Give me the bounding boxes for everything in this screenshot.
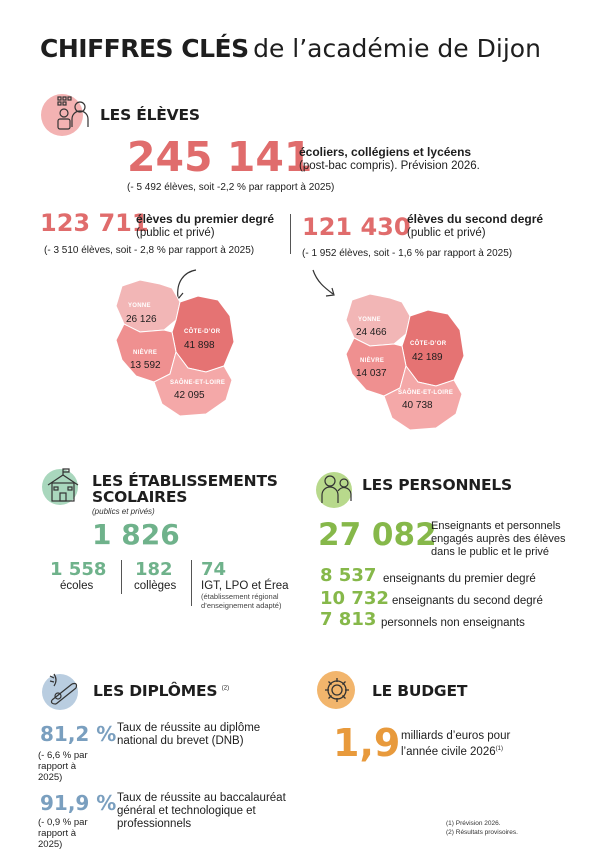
colleges-label: collèges xyxy=(134,580,177,592)
page-title-rest: de l’académie de Dijon xyxy=(253,34,541,63)
map2-saone-name: SAÔNE-ET-LOIRE xyxy=(398,390,454,396)
secondary-sub: (public et privé) xyxy=(407,227,486,239)
budget-note-ref: (1) xyxy=(495,746,503,752)
dnb-value: 81,2 % xyxy=(40,722,117,746)
staff-total-label: Enseignants et personnels engagés auprès des élèves dans le public et le privé xyxy=(431,520,566,558)
map2-nievre-value: 14 037 xyxy=(356,368,387,379)
secondary-total: 121 430 xyxy=(302,213,411,241)
staff-row-1-label: enseignants du premier degré xyxy=(383,573,536,585)
staff-row-2-label: enseignants du second degré xyxy=(392,595,543,607)
budget-label-wrap xyxy=(401,730,541,759)
map1-cote-name: CÔTE-D’OR xyxy=(184,329,221,335)
primary-sub: (public et privé) xyxy=(136,227,215,239)
map-secondary xyxy=(340,290,480,435)
dnb-change: (- 6,6 % par rapport à 2025) xyxy=(38,750,88,783)
map-primary xyxy=(110,276,250,421)
schools-heading-line2: SCOLAIRES xyxy=(92,488,188,506)
map2-yonne-value: 24 466 xyxy=(356,327,387,338)
staff-total: 27 082 xyxy=(318,517,437,553)
schools-total: 1 826 xyxy=(92,518,180,551)
schools-divider-1 xyxy=(121,560,122,594)
lycees-value: 74 xyxy=(201,559,227,580)
gear-icon xyxy=(314,668,360,712)
staff-row-3-value: 7 813 xyxy=(320,609,377,630)
map2-yonne-name: YONNE xyxy=(358,317,381,323)
lycees-label: IGT, LPO et Érea xyxy=(201,580,289,592)
colleges-value: 182 xyxy=(135,559,173,580)
curved-arrow-right-icon xyxy=(309,266,339,302)
map1-cote-value: 41 898 xyxy=(184,340,215,351)
map1-nievre-name: NIÈVRE xyxy=(133,350,158,356)
diplomas-heading: LES DIPLÔMES xyxy=(93,682,218,700)
schools-heading-line1: LES ÉTABLISSEMENTS xyxy=(92,472,278,490)
map1-nievre-value: 13 592 xyxy=(130,360,161,371)
footnote-2: (2) Résultats provisoires. xyxy=(446,829,518,836)
staff-row-2-value: 10 732 xyxy=(320,588,389,609)
schools-sub: (publics et privés) xyxy=(92,507,155,516)
diplomas-heading-wrap xyxy=(93,682,229,701)
map2-nievre-name: NIÈVRE xyxy=(360,358,385,364)
map1-saone-value: 42 095 xyxy=(174,390,205,401)
page-title xyxy=(40,34,541,63)
map2-saone-value: 40 738 xyxy=(402,400,433,411)
students-total-change: (- 5 492 élèves, soit -2,2 % par rapport à 2025) xyxy=(127,182,335,193)
staff-icon xyxy=(314,469,358,509)
map2-cote-name: CÔTE-D’OR xyxy=(410,341,447,347)
budget-value: 1,9 xyxy=(333,721,401,765)
map2-cote-value: 42 189 xyxy=(412,352,443,363)
primary-change: (- 3 510 élèves, soit - 2,8 % par rapport à 2025) xyxy=(44,245,255,256)
primary-total: 123 711 xyxy=(40,209,149,237)
map1-yonne-name: YONNE xyxy=(128,303,151,309)
students-total: 245 141 xyxy=(127,133,313,181)
dnb-label: Taux de réussite au diplôme national du brevet (DNB) xyxy=(117,722,261,747)
bac-change: (- 0,9 % par rapport à 2025) xyxy=(38,817,88,850)
secondary-change: (- 1 952 élèves, soit - 1,6 % par rapport à 2025) xyxy=(302,248,513,259)
secondary-label: élèves du second degré xyxy=(407,212,544,226)
bac-label: Taux de réussite au baccalauréat général et technologique et professionnels xyxy=(117,792,286,830)
ecoles-value: 1 558 xyxy=(50,559,107,580)
diplomas-note-ref: (2) xyxy=(221,685,230,692)
ecoles-label: écoles xyxy=(60,580,94,592)
staff-row-3-label: personnels non enseignants xyxy=(381,617,525,629)
page-title-bold: CHIFFRES CLÉS xyxy=(40,34,249,63)
students-divider xyxy=(290,214,291,254)
students-heading: LES ÉLÈVES xyxy=(100,106,200,124)
primary-label: élèves du premier degré xyxy=(136,212,275,226)
lycees-note: (établissement régional d’enseignement adapté) xyxy=(201,592,282,610)
map1-yonne-value: 26 126 xyxy=(126,314,157,325)
students-total-sub: (post-bac compris). Prévision 2026. xyxy=(299,160,480,172)
school-building-icon xyxy=(40,467,86,507)
bac-value: 91,9 % xyxy=(40,791,117,815)
staff-heading: LES PERSONNELS xyxy=(362,476,513,494)
schools-divider-2 xyxy=(191,560,192,606)
students-icon xyxy=(40,93,92,137)
map1-saone-name: SAÔNE-ET-LOIRE xyxy=(170,380,226,386)
staff-row-1-value: 8 537 xyxy=(320,565,377,586)
budget-heading: LE BUDGET xyxy=(372,682,468,700)
diploma-icon xyxy=(40,668,88,712)
students-total-label: écoliers, collégiens et lycéens xyxy=(299,145,472,159)
budget-label: milliards d’euros pour l’année civile 2026 xyxy=(401,730,511,758)
footnote-1: (1) Prévision 2026. xyxy=(446,820,501,827)
